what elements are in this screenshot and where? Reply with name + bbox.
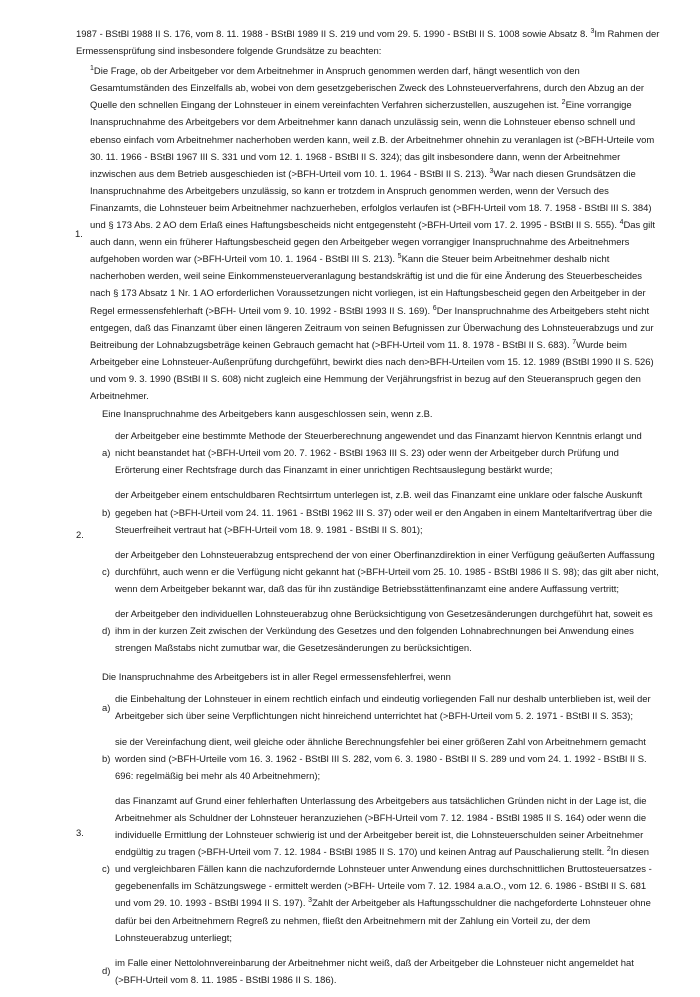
sentence-marker: 4 bbox=[619, 219, 624, 227]
sub-item bbox=[102, 955, 662, 989]
section-2-body bbox=[91, 406, 662, 665]
sentence: Die Frage, ob der Arbeitgeber vor dem Arbeitnehmer in Anspruch genommen werden darf, hängt wesentlich von den Gesamtumständen des Einzelfalls ab, wobei von dem gesetzgeberischen Zweck des Lohnsteuerverfahrens, durch den Abzug an der Quelle den schnellen Eingang der Lohnsteuer in einem vereinfachten Verfahren sicherzustellen, auszugehen ist. bbox=[90, 66, 644, 112]
sub-item-text: im Falle einer Nettolohnvereinbarung der Arbeitnehmer nicht weiß, daß der Arbeitgeber die Lohnsteuer nicht angemeldet hat (>BFH-Urteil vom 8. 11. 1985 - BStBl 1986 II S. 186). bbox=[115, 957, 634, 986]
sentence: Eine vorrangige Inanspruchnahme des Arbeitgebers vor dem Arbeitnehmer kann danach unzulässig sein, wenn die Lohnsteuer ebenso schnell und ebenso einfach vom Arbeitnehmer nacherhoben werden kann, weil z.B. der Arbeitnehmer ohnehin zu veranlagen ist (>BFH-Urteile vom 30. 11. 1966 - BStBl 1967 III S. 331 und vom 12. 1. 1968 - BStBl II S. 324); das gilt insbesondere dann, wenn der Arbeitnehmer inzwischen aus dem Betrieb ausgeschieden ist (>BFH-Urteil vom 10. 1. 1964 - BStBl II S. 213). bbox=[90, 100, 655, 180]
sub-item-label: b) bbox=[102, 507, 111, 519]
sub-item-label: c) bbox=[102, 864, 110, 876]
sub-item-text: der Arbeitgeber den individuellen Lohnsteuerabzug ohne Berücksichtigung von Gesetzesänderungen durchgeführt hat, soweit es ihm in der kurzen Zeit zwischen der Verkündung des Gesetzes und den folgenden Lohnabrechnungen bei Anwendung eines strengen Maßstabs nicht zumutbar war, die Gesetzesänderungen zu berücksichtigen. bbox=[115, 609, 653, 655]
sub-item bbox=[102, 793, 662, 947]
sentence: Zahlt der Arbeitgeber als Haftungsschuldner die nachgeforderte Lohnsteuer ohne dafür bei den Arbeitnehmern Regreß zu nehmen, fließt den Arbeitnehmern mit der Zahlung ein Vorteil zu, der dem Lohnsteuerabzug unterliegt; bbox=[115, 898, 651, 944]
sentence-marker: 3 bbox=[308, 897, 312, 905]
sub-item bbox=[102, 606, 662, 657]
sentence: Das gilt auch dann, wenn ein früherer Haftungsbescheid gegen den Arbeitgeber wegen vorrangiger Inanspruchnahme des Arbeitnehmers aufgehoben worden war (>BFH-Urteil vom 10. 1. 1964 - BStBl III S. 213). bbox=[90, 220, 655, 266]
sub-item-label: c) bbox=[102, 566, 110, 578]
section-3 bbox=[76, 669, 660, 997]
section-number: 1. bbox=[75, 228, 83, 240]
sub-item-label: d) bbox=[102, 626, 111, 638]
section-1-text bbox=[90, 63, 660, 405]
section-lead: Eine Inanspruchnahme des Arbeitgebers kann ausgeschlossen sein, wenn z.B. bbox=[102, 409, 433, 421]
sub-item-label: a) bbox=[102, 702, 111, 714]
sentence-marker: 6 bbox=[432, 304, 437, 312]
sub-item bbox=[102, 428, 662, 479]
sentence: Kann die Steuer beim Arbeitnehmer deshalb nicht nacherhoben werden, weil seine Einkommensteuerveranlagung bestandskräftig ist und die für eine Änderung des Steuerbescheides nach § 173 Absatz 1 Nr. 1 AO erforderlichen Voraussetzungen nicht vorliegen, ist ein Haftungsbescheid gegen den Arbeitgeber in der Regel ermessensfehlerhaft (>BFH- Urteil vom 9. 10. 1992 - BStBl 1993 II S. 169). bbox=[90, 254, 646, 317]
sub-item bbox=[102, 547, 662, 598]
section-3-body bbox=[91, 669, 662, 997]
section-1 bbox=[75, 63, 660, 405]
sub-item-text: sie der Vereinfachung dient, weil gleiche oder ähnliche Berechnungsfehler bei einer größeren Zahl von Arbeitnehmern gemacht worden sind (>BFH-Urteile vom 16. 3. 1962 - BStBl III S. 282, vom 6. 3. 1980 - BStBl II S. 289 und vom 24. 1. 1992 - BStBl II S. 696: regelmäßig bei mehr als 40 Arbeitnehmern); bbox=[115, 736, 647, 782]
sub-item-label: b) bbox=[102, 753, 111, 765]
sentence: War nach diesen Grundsätzen die Inanspruchnahme des Arbeitgebers unzulässig, so kann er trotzdem in Anspruch genommen werden, wenn der Versuch des Finanzamts, die Lohnsteuer beim Arbeitnehmer nachzuerheben, erfolglos verlaufen ist (>BFH-Urteil vom 18. 7. 1958 - BStBl III S. 384) und § 173 Abs. 2 AO dem Erlaß eines Haftungsbescheids nicht entgegensteht (>BFH-Urteil vom 17. 2. 1995 - BStBl II S. 555). bbox=[90, 168, 652, 232]
section-number: 2. bbox=[76, 530, 84, 542]
sub-item bbox=[102, 487, 662, 538]
sub-item-label: d) bbox=[102, 966, 111, 978]
sentence: Wurde beim Arbeitgeber eine Lohnsteuer-Außenprüfung durchgeführt, bewirkt dies nach den>BFH-Urteilen vom 15. 12. 1989 (BStBl 1990 II S. 526) und vom 9. 3. 1990 (BStBl II S. 608) nicht zugleich eine Hemmung der Verjährungsfrist in bezug auf den Steueranspruch gegen den Arbeitnehmer. bbox=[90, 339, 654, 402]
sub-item-text: der Arbeitgeber einem entschuldbaren Rechtsirrtum unterlegen ist, z.B. weil das Finanzamt eine unklare oder falsche Auskunft gegeben hat (>BFH-Urteil vom 24. 11. 1961 - BStBl 1962 III S. 37) oder weil er den Angaben in einem Manteltarifvertrag über die Steuerfreiheit vertraut hat (>BFH-Urteil vom 18. 9. 1981 - BStBl II S. 801); bbox=[115, 490, 653, 536]
sub-item-text: der Arbeitgeber den Lohnsteuerabzug entsprechend der von einer Oberfinanzdirektion in einer Verfügung geäußerten Auffassung durchführt, auch wenn er die Verfügung nicht gekannt hat (>BFH-Urteil vom 25. 10. 1985 - BStBl 1986 II S. 98); das gilt aber nicht, wenn dem Arbeitgeber bekannt war, daß das für ihn zuständige Betriebsstättenfinanzamt eine andere Auffassung vertritt; bbox=[115, 549, 659, 595]
section-2 bbox=[76, 406, 660, 665]
sentence: In diesen und vergleichbaren Fällen kann die nachzufordernde Lohnsteuer unter Anwendung eines durchschnittlichen Bruttosteuersatzes - gegebenenfalls im Schätzungswege - ermittelt werden (>BFH- Urteile vom 7. 12. 1984 a.a.O., vom 12. 6. 1986 - BStBl II S. 681 und vom 29. 10. 1993 - BStBl 1994 II S. 197). bbox=[115, 847, 652, 910]
section-lead: Die Inanspruchnahme des Arbeitgebers ist in aller Regel ermessensfehlerfrei, wenn bbox=[102, 672, 451, 684]
sentence-marker: 3 bbox=[590, 28, 595, 35]
intro-text: Im Rahmen der Ermessensprüfung sind insbesondere folgende Grundsätze zu beachten: bbox=[76, 29, 660, 58]
sub-item bbox=[102, 734, 662, 785]
intro-paragraph bbox=[76, 26, 666, 60]
sentence-marker: 7 bbox=[572, 338, 577, 346]
intro-text: 1987 - BStBl 1988 II S. 176, vom 8. 11. 1988 - BStBl 1989 II S. 219 und vom 29. 5. 1990 - BStBl II S. 1008 sowie Absatz 8. bbox=[76, 29, 591, 40]
section-number: 3. bbox=[76, 827, 84, 839]
sub-item-text: die Einbehaltung der Lohnsteuer in einem rechtlich einfach und eindeutig vorliegenden Fall nur deshalb unterblieben ist, weil der Arbeitgeber sich über seine Verpflichtungen nicht hinreichend unterrichtet hat (>BFH-Urteil vom 5. 2. 1971 - BStBl II S. 353); bbox=[115, 694, 651, 723]
sentence: Der Inanspruchnahme des Arbeitgebers steht nicht entgegen, daß das Finanzamt über einen längeren Zeitraum von seinen Befugnissen zur Überwachung des Lohnsteuerabzugs und zur Beitreibung der Lohnabzugsbeträge keinen Gebrauch gemacht hat (>BFH-Urteil vom 11. 8. 1978 - BStBl II S. 683). bbox=[90, 305, 654, 351]
sub-item-text bbox=[115, 793, 662, 947]
sentence-marker: 2 bbox=[606, 846, 611, 854]
sub-item-text: der Arbeitgeber eine bestimmte Methode der Steuerberechnung angewendet und das Finanzamt hiervon Kenntnis erlangt und nicht beanstandet hat (>BFH-Urteil vom 20. 7. 1962 - BStBl 1963 III S. 23) oder wenn der Arbeitgeber durch Prüfung und Erörterung einer Rechtsfrage durch das Finanzamt in einer unrichtigen Rechtsauslegung bestärkt wurde; bbox=[115, 431, 642, 477]
sentence: das Finanzamt auf Grund einer fehlerhaften Unterlassung des Arbeitgebers aus tatsächlichen Gründen nicht in der Lage ist, die Arbeitnehmer als Schuldner der Lohnsteuer heranzuziehen (>BFH-Urteil vom 7. 12. 1984 - BStBl 1985 II S. 164) oder wenn die individuelle Ermittlung der Lohnsteuer schwierig ist und der Arbeitgeber bereit ist, die Lohnsteuerschulden seiner Arbeitnehmer endgültig zu tragen (>BFH-Urteil vom 7. 12. 1984 - BStBl 1985 II S. 170) und keinen Antrag auf Pauschalierung stellt. bbox=[115, 795, 647, 859]
sub-item-label: a) bbox=[102, 448, 111, 460]
sentence-marker: 2 bbox=[561, 99, 566, 107]
sentence-marker: 3 bbox=[489, 167, 494, 175]
sentence-marker: 1 bbox=[90, 65, 94, 73]
sentence-marker: 5 bbox=[397, 253, 402, 261]
sub-item bbox=[102, 691, 662, 725]
